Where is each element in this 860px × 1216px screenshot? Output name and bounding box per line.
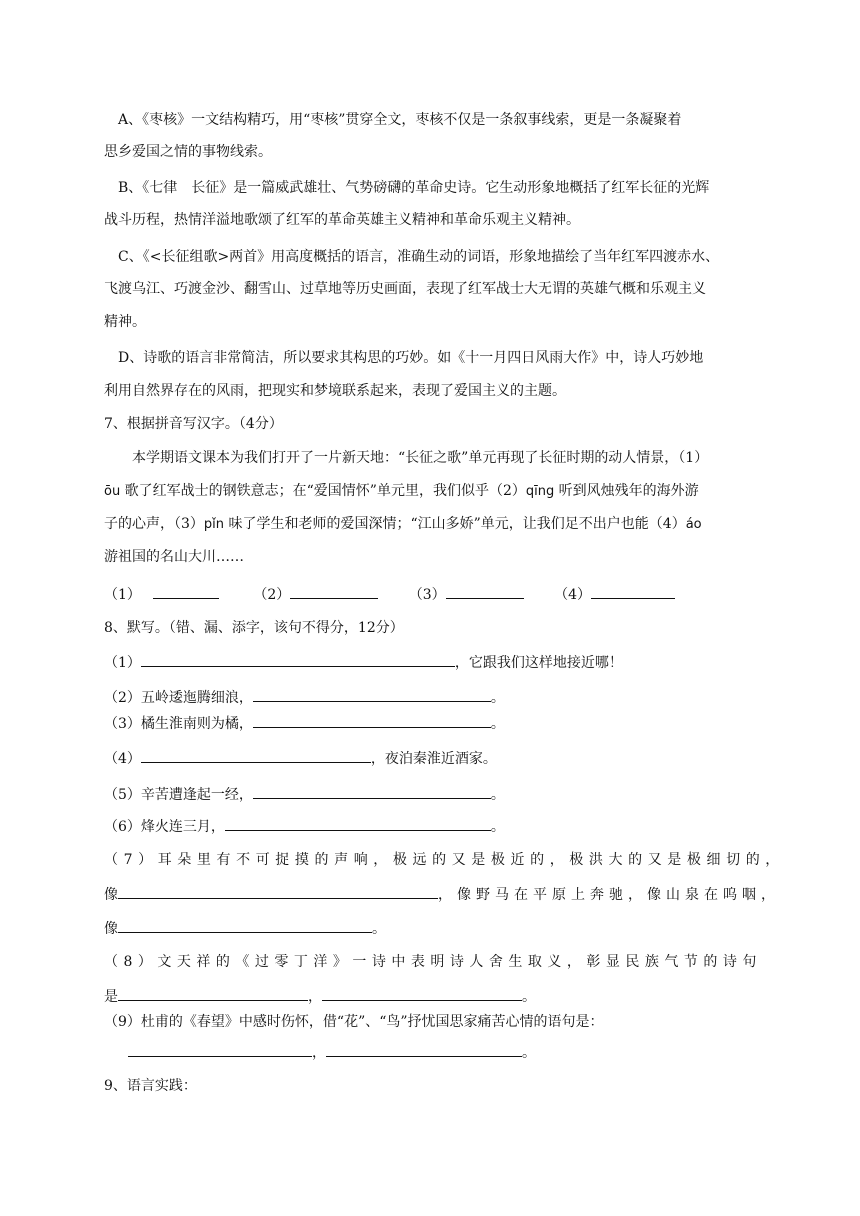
choice-c-line2: 飞渡乌江、巧渡金沙、翻雪山、过草地等历史画面，表现了红军战士大无谓的英雄气概和乐观主义 <box>104 281 706 297</box>
q8-item-7-line2: 像 ，像野马在平原上奔驰，像山泉在呜咽， <box>104 884 780 905</box>
q7-blank-label-4: （4） <box>554 587 592 603</box>
q8-item-9-line1: （9）杜甫的《春望》中感时伤怀，借“花”、“鸟”抒忧国思家痛苦心情的语句是： <box>104 1014 604 1030</box>
question-9-title: 9、语言实践： <box>104 1078 197 1094</box>
choice-c-line1: C、《<长征组歌>两首》用高度概括的语言，准确生动的词语，形象地描绘了当年红军四渡赤水、 <box>118 249 720 265</box>
q8-blank-8b[interactable] <box>322 986 522 1001</box>
question-7-passage-line3: 子的心声，（3）pǐn 味了学生和老师的爱国深情；“江山多娇”单元，让我们足不出户也能（4）áo <box>104 516 702 532</box>
q7-blank-label-1: （1） <box>104 587 141 603</box>
q8-item-7-line3: 像 。 <box>104 918 386 939</box>
pinyin-1: ōu <box>104 484 121 499</box>
choice-d-line1: D、诗歌的语言非常简洁，所以要求其构思的巧妙。如《十一月四日风雨大作》中，诗人巧妙地 <box>118 350 704 366</box>
q7-answer-blank-2[interactable] <box>290 584 378 599</box>
q8-item-3: （3）橘生淮南则为橘， 。 <box>104 713 505 734</box>
q8-item-4: （4） ，夜泊秦淮近酒家。 <box>104 748 497 769</box>
choice-b-line2: 战斗历程，热情洋溢地歌颂了红军的革命英雄主义精神和革命乐观主义精神。 <box>104 212 580 228</box>
q8-blank-2[interactable] <box>253 687 491 702</box>
q8-blank-7b[interactable] <box>118 918 372 933</box>
choice-c-line3: 精神。 <box>104 314 146 330</box>
pinyin-4: áo <box>685 517 702 532</box>
choice-d-line2: 利用自然界存在的风雨，把现实和梦境联系起来，表现了爱国主义的主题。 <box>104 383 566 399</box>
question-7-passage-line1: 本学期语文课本为我们打开了一片新天地：“长征之歌”单元再现了长征时期的动人情景，（1） <box>132 450 709 466</box>
question-8-title: 8、默写。（错、漏、添字，该句不得分，12分） <box>104 620 404 636</box>
q8-item-5: （5）辛苦遭逢起一经， 。 <box>104 784 505 805</box>
q8-item-8-line1: （8）文天祥的《过零丁洋》一诗中表明诗人舍生取义，彰显民族气节的诗句 <box>104 954 762 970</box>
q8-item-7-line1: （7）耳朵里有不可捉摸的声响，极远的又是极近的，极洪大的又是极细切的， <box>104 852 785 868</box>
q8-item-8-line2: 是 ， 。 <box>104 986 536 1007</box>
q7-blank-label-3: （3） <box>408 587 446 603</box>
q8-item-1: （1） ，它跟我们这样地接近哪！ <box>104 652 623 673</box>
question-7-title: 7、根据拼音写汉字。（4分） <box>104 416 283 432</box>
q7-answer-blank-3[interactable] <box>446 584 524 599</box>
pinyin-3: pǐn <box>203 517 225 532</box>
q8-blank-6[interactable] <box>225 816 491 831</box>
q8-item-2: （2）五岭逶迤腾细浪， 。 <box>104 687 505 708</box>
choice-a-line2: 思乡爱国之情的事物线索。 <box>104 144 272 160</box>
q8-blank-7a[interactable] <box>118 884 438 899</box>
q8-blank-9a[interactable] <box>128 1042 312 1057</box>
q7-answer-blank-4[interactable] <box>591 584 675 599</box>
q8-blank-1[interactable] <box>141 652 455 667</box>
q8-blank-8a[interactable] <box>118 986 308 1001</box>
q7-blank-label-2: （2） <box>253 587 291 603</box>
pinyin-2: qīng <box>525 484 555 499</box>
q7-answer-row <box>104 584 675 605</box>
q7-answer-blank-1[interactable] <box>153 584 219 599</box>
q8-blank-4[interactable] <box>141 748 371 763</box>
choice-a-line1: A、《枣核》一文结构精巧，用“枣核”贯穿全文，枣核不仅是一条叙事线索，更是一条凝聚着 <box>118 112 682 128</box>
question-7-passage-line2: ōu 歌了红军战士的钢铁意志；在“爱国情怀”单元里，我们似乎（2）qīng 听到风烛残年的海外游 <box>104 483 699 499</box>
choice-b-line1: B、《七律 长征》是一篇威武雄壮、气势磅礴的革命史诗。它生动形象地概括了红军长征的光辉 <box>118 180 710 196</box>
q8-blank-5[interactable] <box>253 784 491 799</box>
q8-item-6: （6）烽火连三月， 。 <box>104 816 505 837</box>
q8-item-9-line2: ， 。 <box>128 1042 536 1063</box>
question-7-passage-line4: 游祖国的名山大川…… <box>104 549 244 565</box>
q8-blank-9b[interactable] <box>326 1042 522 1057</box>
q8-blank-3[interactable] <box>253 713 491 728</box>
